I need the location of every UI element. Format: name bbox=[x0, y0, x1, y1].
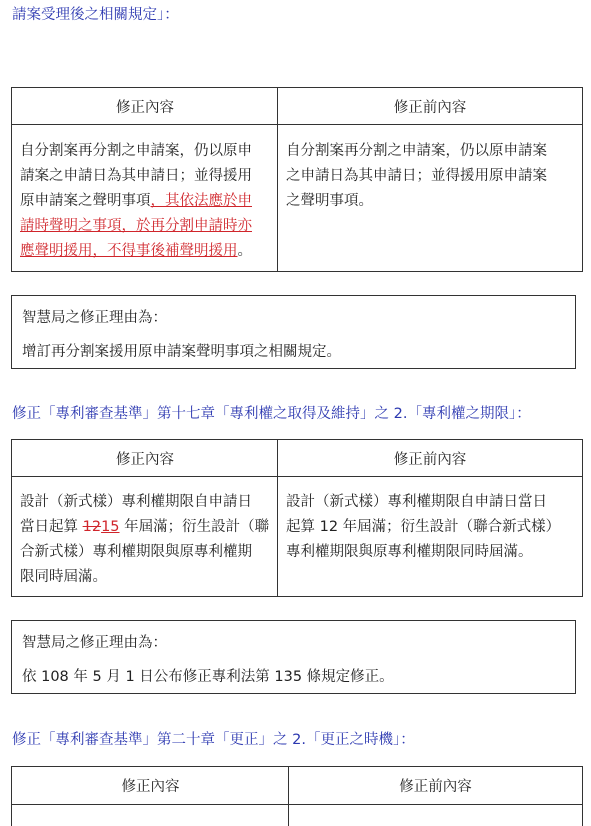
before-content bbox=[286, 490, 580, 565]
section1-heading: 請案受理後之相關規定」： bbox=[12, 7, 179, 23]
after-line: 限同時屆滿。 bbox=[20, 569, 107, 585]
col-before-header: 修正前內容 bbox=[278, 440, 582, 477]
reason-box-2 bbox=[11, 620, 576, 694]
after-line: 當日起算 1215 年屆滿；衍生設計（聯 bbox=[20, 519, 270, 535]
added-text: 應聲明援用，不得事後補聲明援用 bbox=[20, 243, 238, 259]
col-after-header: 修正內容 bbox=[12, 767, 289, 805]
before-line: 起算 12 年屆滿；衍生設計（聯合新式樣） bbox=[286, 519, 561, 535]
added-text: 15 bbox=[101, 519, 120, 535]
before-line: 自分割案再分割之申請案，仍以原申請案 bbox=[286, 143, 547, 159]
before-line: 設計（新式樣）專利權期限自申請日當日 bbox=[286, 494, 547, 510]
col-after-header: 修正內容 bbox=[12, 88, 278, 125]
reason-text: 增訂再分割案援用原申請案聲明事項之相關規定。 bbox=[22, 344, 341, 360]
amendment-table-1 bbox=[11, 87, 583, 272]
added-text: ，其依法應於申 bbox=[150, 193, 252, 209]
after-content bbox=[20, 139, 272, 264]
amendment-table-2 bbox=[11, 439, 583, 597]
after-line: 自分割案再分割之申請案，仍以原申 bbox=[20, 143, 252, 159]
amendment-table-3 bbox=[11, 766, 583, 826]
before-content bbox=[286, 139, 578, 214]
after-line: 原申請案之聲明事項，其依法應於申 bbox=[20, 193, 252, 209]
before-line: 之聲明事項。 bbox=[286, 193, 373, 209]
reason-title: 智慧局之修正理由為： bbox=[22, 635, 167, 651]
after-line: 設計（新式樣）專利權期限自申請日 bbox=[20, 494, 252, 510]
col-after-header: 修正內容 bbox=[12, 440, 278, 477]
after-line: 合新式樣）專利權期限與原專利權期 bbox=[20, 544, 252, 560]
added-text: 請時聲明之事項，於再分割申請時亦 bbox=[20, 218, 252, 234]
after-line: 應聲明援用，不得事後補聲明援用。 bbox=[20, 243, 252, 259]
col-before-header: 修正前內容 bbox=[289, 767, 582, 805]
reason-title: 智慧局之修正理由為： bbox=[22, 310, 167, 326]
before-line: 專利權期限與原專利權期限同時屆滿。 bbox=[286, 544, 533, 560]
reason-box-1 bbox=[11, 295, 576, 369]
deleted-text: 12 bbox=[82, 519, 102, 535]
after-line: 請案之申請日為其申請日；並得援用 bbox=[20, 168, 252, 184]
before-line: 之申請日為其申請日；並得援用原申請案 bbox=[286, 168, 547, 184]
col-before-header: 修正前內容 bbox=[278, 88, 582, 125]
after-line bbox=[20, 214, 272, 239]
section3-heading: 修正「專利審查基準」第二十章「更正」之 2.「更正之時機」： bbox=[12, 732, 415, 748]
section2-heading: 修正「專利審查基準」第十七章「專利權之取得及維持」之 2.「專利權之期限」： bbox=[12, 406, 531, 422]
after-content bbox=[20, 490, 274, 590]
reason-text: 依 108 年 5 月 1 日公布修正專利法第 135 條規定修正。 bbox=[22, 669, 394, 685]
